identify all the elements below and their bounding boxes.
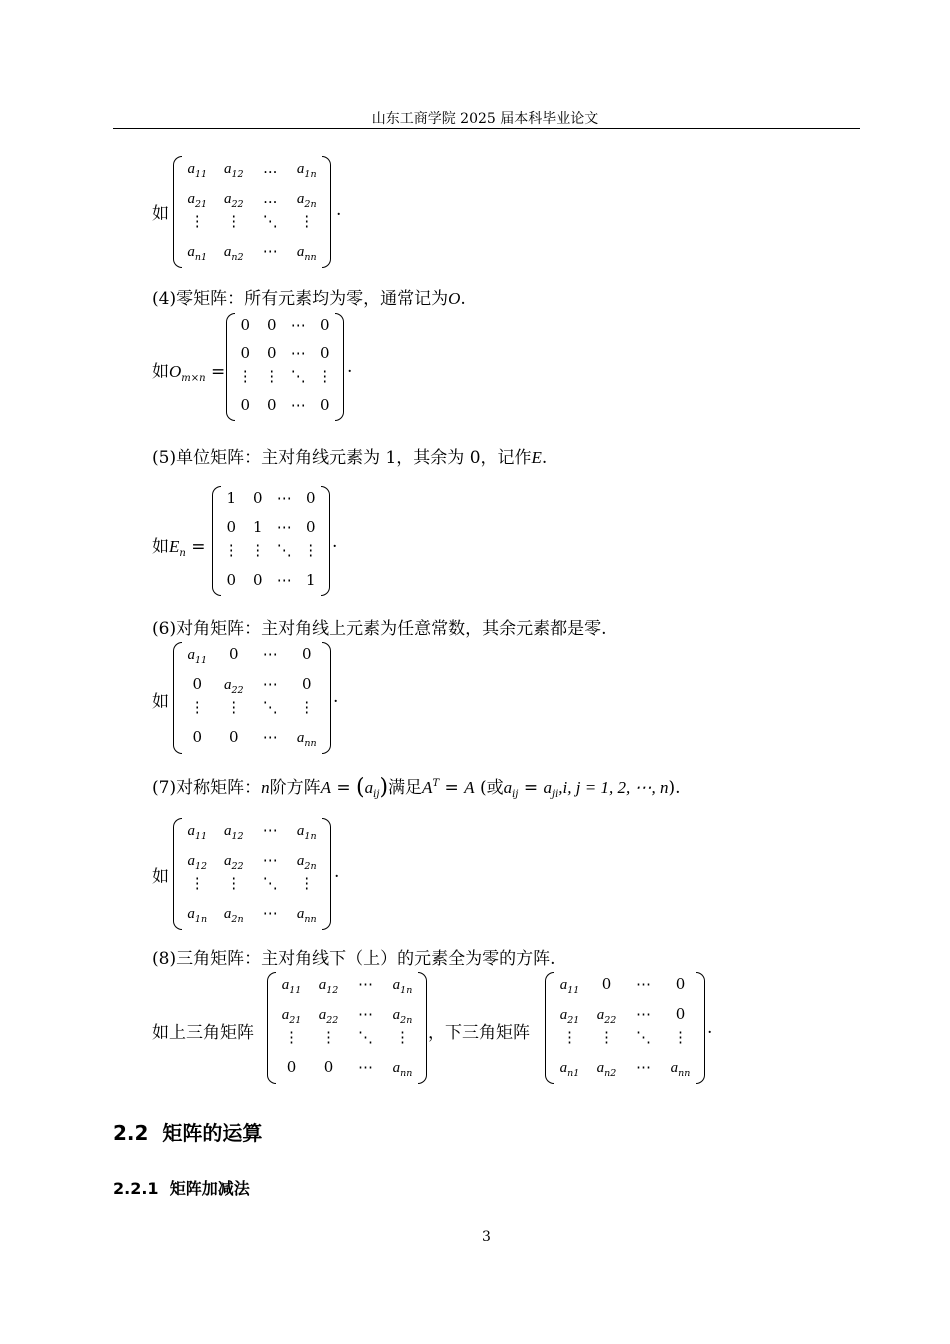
matrix-cell: $a_{n1}$ — [187, 244, 208, 264]
matrix-cell: $a_{22}$ — [223, 190, 244, 210]
matrix-cell: $a_{nn}$ — [670, 1060, 691, 1080]
matrix-cell: ⋮ — [189, 212, 205, 231]
matrix-general — [173, 156, 331, 268]
matrix-cell: ⋯ — [262, 242, 278, 261]
lower-label: ，下三角矩阵 — [428, 1023, 530, 1043]
matrix-cell: ⋯ — [262, 821, 278, 840]
matrix-cell: ⋮ — [317, 366, 333, 385]
matrix-cell: ⋮ — [226, 698, 242, 717]
matrix-cell: 0 — [226, 517, 237, 536]
item7-close: ). — [668, 778, 681, 798]
matrix-cell: $a_{11}$ — [559, 977, 580, 997]
matrix-lower — [545, 972, 705, 1084]
item7-A2: A — [464, 778, 475, 797]
matrix-cell: 0 — [192, 674, 203, 693]
matrix-cell: 0 — [228, 645, 239, 664]
matrix-cell: $a_{22}$ — [318, 1006, 339, 1026]
matrix-cell: ⋮ — [284, 1028, 299, 1047]
matrix-diagonal — [173, 642, 331, 754]
matrix-cell: 1 — [226, 489, 237, 508]
item8-text: (8)三角矩阵：主对角线下（上）的元素全为零的方阵. — [152, 949, 556, 969]
e-subscript: n — [179, 548, 186, 559]
matrix-cell: 0 — [305, 489, 316, 508]
matrix-cell: 0 — [675, 1004, 686, 1023]
item5-symbol: E — [531, 448, 542, 467]
matrix-cell: $a_{11}$ — [187, 647, 208, 667]
matrix-cell: $a_{n1}$ — [559, 1060, 580, 1080]
running-header: 山东工商学院 2025 届本科毕业论文 — [371, 111, 599, 127]
matrix-cell: $a_{11}$ — [281, 977, 302, 997]
matrix-cell: ⋮ — [237, 366, 253, 385]
ru-label: 如 — [152, 867, 169, 887]
matrix-cell: ⋮ — [562, 1028, 577, 1047]
matrix-cell: $a_{1n}$ — [296, 823, 317, 843]
matrix-cell: 0 — [323, 1058, 334, 1077]
matrix-cell: ⋱ — [276, 540, 292, 559]
matrix-cell: 0 — [226, 570, 237, 589]
matrix-cell: 0 — [266, 315, 277, 334]
matrix-cell: 0 — [240, 315, 251, 334]
matrix-cell: ⋱ — [290, 366, 306, 385]
o-symbol: O — [169, 362, 182, 381]
matrix-cell: $a_{nn}$ — [296, 730, 317, 750]
matrix-cell: $a_{1n}$ — [392, 977, 413, 997]
matrix-cell: 1 — [252, 517, 263, 536]
item7-label: (7)对称矩阵： — [152, 778, 262, 798]
matrix-cell: $a_{22}$ — [223, 852, 244, 872]
ru-label: 如 — [152, 204, 169, 224]
item7-or: (或 — [479, 778, 504, 798]
matrix-cell: 0 — [286, 1058, 297, 1077]
header-rule — [113, 128, 860, 129]
matrix-cell: $a_{1n}$ — [296, 161, 317, 181]
matrix-cell: ⋮ — [250, 540, 266, 559]
matrix-cell: ⋯ — [262, 728, 278, 747]
item7-A: A — [320, 778, 331, 797]
matrix-cell: ⋮ — [226, 874, 242, 893]
o-subscript: m×n — [181, 373, 206, 384]
matrix-cell: ⋱ — [262, 874, 278, 893]
matrix-cell: 0 — [266, 344, 277, 363]
matrix-cell: $a_{22}$ — [223, 676, 244, 696]
matrix-cell: ⋮ — [303, 540, 319, 559]
matrix-cell: 0 — [192, 728, 203, 747]
matrix-cell: 0 — [240, 395, 251, 414]
matrix-cell: ⋮ — [299, 212, 315, 231]
matrix-cell: $a_{nn}$ — [296, 906, 317, 926]
equals: = — [523, 778, 539, 798]
item7-index-range: ,i, j = 1, 2, ⋯, n — [558, 778, 669, 797]
matrix-cell: 1 — [305, 570, 316, 589]
matrix-cell: $a_{22}$ — [596, 1006, 617, 1026]
matrix-cell: ⋯ — [636, 1058, 651, 1077]
item7-text: (7)对称矩阵：n阶方阵$A = (a_{ij})$满足$A^T = A$ (或$a_{ij} = a_{ji},i$, j = 1, 2, ⋯, n). — [152, 775, 681, 800]
subsection-heading — [113, 1176, 250, 1199]
item7-satisfies: 满足 — [388, 778, 423, 798]
equals: = — [444, 778, 459, 798]
matrix-cell: $a_{2n}$ — [223, 906, 244, 926]
e-symbol: E — [169, 537, 180, 556]
matrix-cell: ⋯ — [290, 344, 306, 363]
section-number: 2.2 — [113, 1121, 149, 1145]
matrix-cell: ⋯ — [358, 975, 373, 994]
matrix-cell: $a_{12}$ — [223, 161, 244, 181]
matrix-cell: ⋮ — [226, 212, 242, 231]
matrix-cell: ⋯ — [262, 674, 278, 693]
item6-text: (6)对角矩阵：主对角线上元素为任意常数，其余元素都是零. — [152, 619, 607, 639]
matrix-cell: ⋯ — [262, 645, 278, 664]
matrix-cell: ⋮ — [321, 1028, 336, 1047]
matrix-zero — [226, 313, 344, 421]
matrix-cell: 0 — [601, 975, 612, 994]
matrix-cell: $a_{nn}$ — [296, 244, 317, 264]
item7-aij: a — [364, 778, 374, 797]
matrix-upper — [267, 972, 427, 1084]
matrix-cell: $a_{nn}$ — [392, 1060, 413, 1080]
section-heading — [113, 1117, 262, 1146]
matrix-cell: ⋯ — [262, 904, 278, 923]
matrix-cell: ⋯ — [276, 517, 292, 536]
matrix-cell: $a_{n2}$ — [223, 244, 244, 264]
matrix-cell: ⋯ — [276, 570, 292, 589]
matrix-cell: ⋯ — [290, 315, 306, 334]
matrix-cell: ⋮ — [189, 874, 205, 893]
matrix-cell: ⋯ — [636, 975, 651, 994]
matrix-cell: ⋮ — [599, 1028, 614, 1047]
item7-T: T — [432, 778, 440, 789]
period: . — [332, 532, 338, 552]
item7-a2: a — [543, 778, 552, 797]
matrix-cell: ⋮ — [299, 874, 315, 893]
matrix-cell: ⋯ — [636, 1004, 651, 1023]
page-number: 3 — [482, 1229, 491, 1245]
item7-order: 阶方阵 — [269, 778, 321, 798]
matrix-cell: $a_{2n}$ — [296, 190, 317, 210]
matrix-cell: $a_{21}$ — [559, 1006, 580, 1026]
matrix-cell: ⋮ — [395, 1028, 410, 1047]
matrix-cell: ⋮ — [299, 698, 315, 717]
matrix-cell: $a_{n2}$ — [596, 1060, 617, 1080]
matrix-cell: 0 — [252, 489, 263, 508]
matrix-cell: 0 — [252, 570, 263, 589]
matrix-cell: 0 — [675, 975, 686, 994]
item4-label: (4)零矩阵：所有元素均为零，通常记为 — [152, 289, 449, 309]
matrix-cell: ⋱ — [358, 1028, 373, 1047]
matrix-cell: ⋯ — [358, 1058, 373, 1077]
matrix-cell: ⋮ — [223, 540, 239, 559]
item7-a1: a — [503, 778, 513, 797]
equals: = — [336, 778, 351, 798]
equals: = — [191, 537, 206, 557]
matrix-cell: $a_{12}$ — [318, 977, 339, 997]
matrix-cell: $a_{12}$ — [187, 852, 208, 872]
matrix-cell: ... — [263, 188, 278, 207]
matrix-cell: $a_{11}$ — [187, 823, 208, 843]
matrix-cell: 0 — [266, 395, 277, 414]
matrix-cell: $a_{12}$ — [223, 823, 244, 843]
section-title: 矩阵的运算 — [162, 1121, 263, 1145]
matrix-cell: 0 — [319, 315, 330, 334]
period: . — [333, 687, 339, 707]
matrix-cell: $a_{11}$ — [187, 161, 208, 181]
matrix-cell: 0 — [228, 728, 239, 747]
matrix-cell: ⋮ — [189, 698, 205, 717]
item7-ij: ij — [373, 789, 380, 800]
matrix-cell: 0 — [301, 645, 312, 664]
period: . — [541, 448, 548, 468]
item7-sub2: ji — [551, 789, 559, 800]
matrix-cell: 0 — [240, 344, 251, 363]
matrix-cell: $a_{2n}$ — [296, 852, 317, 872]
matrix-cell: $a_{2n}$ — [392, 1006, 413, 1026]
matrix-symmetric — [173, 818, 331, 930]
period: . — [336, 200, 342, 220]
subsection-number: 2.2.1 — [113, 1179, 159, 1198]
item5-text — [152, 443, 547, 468]
matrix-cell: $a_{1n}$ — [187, 906, 208, 926]
matrix-cell: 0 — [319, 344, 330, 363]
matrix-cell: 0 — [301, 674, 312, 693]
period: . — [347, 357, 353, 377]
equals: = — [211, 362, 226, 382]
period: . — [707, 1018, 713, 1038]
matrix-cell: ⋯ — [276, 489, 292, 508]
item4-symbol: O — [448, 289, 461, 308]
ru-label: 如 — [152, 362, 169, 382]
ru-label: 如 — [152, 692, 169, 712]
matrix-cell: ... — [263, 159, 278, 178]
matrix-cell: ⋱ — [262, 698, 278, 717]
ru-label: 如 — [152, 537, 169, 557]
matrix-cell: ⋮ — [673, 1028, 688, 1047]
identity-eq-label — [152, 532, 206, 557]
matrix-cell: ⋯ — [358, 1004, 373, 1023]
subsection-title: 矩阵加减法 — [169, 1179, 250, 1198]
item5-label: (5)单位矩阵：主对角线元素为 1，其余为 0，记作 — [152, 448, 532, 468]
matrix-cell: ⋮ — [264, 366, 280, 385]
item4-text — [152, 284, 466, 309]
matrix-cell: 0 — [305, 517, 316, 536]
item7-sub1: ij — [512, 789, 519, 800]
period: . — [460, 289, 466, 309]
matrix-cell: ⋱ — [262, 212, 278, 231]
upper-label: 如上三角矩阵 — [152, 1023, 254, 1043]
item7-n: n — [261, 778, 270, 797]
period: . — [334, 862, 340, 882]
matrix-cell: ⋯ — [262, 850, 278, 869]
matrix-cell: ⋱ — [636, 1028, 651, 1047]
matrix-cell: $a_{21}$ — [281, 1006, 302, 1026]
matrix-cell: ⋯ — [290, 395, 306, 414]
matrix-cell: $a_{21}$ — [187, 190, 208, 210]
matrix-identity — [212, 486, 330, 596]
item7-AT: A — [422, 778, 433, 797]
matrix-cell: 0 — [319, 395, 330, 414]
zero-eq-label — [152, 357, 225, 382]
